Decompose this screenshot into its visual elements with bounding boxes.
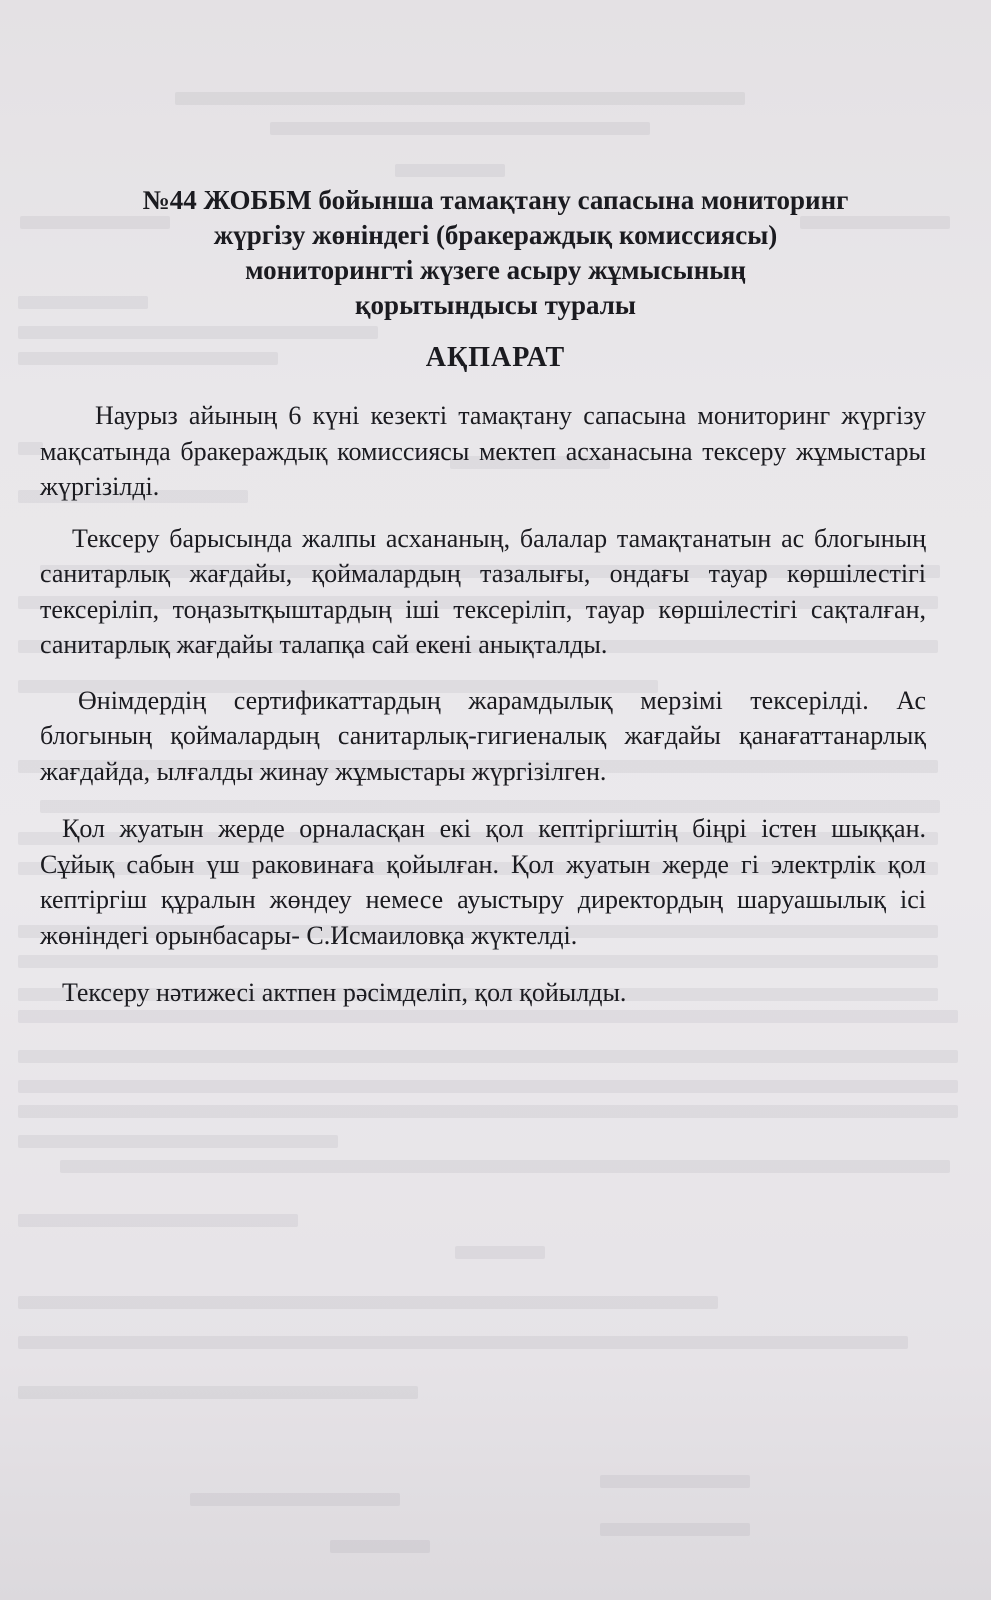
document-body <box>40 398 926 1027</box>
document-heading: АҚПАРАТ <box>425 342 566 373</box>
document-title <box>40 183 951 323</box>
title-line: қорытындысы туралы <box>355 290 636 320</box>
paragraph: Өнімдердің сертификаттардың жарамдылық мерзімі тексерілді. Ас блогының қоймалардың санитарлық-гигиеналық жағдайы қанағаттанарлық жағдайда, ылғалды жинау жұмыстары жүргізілген. <box>40 685 926 786</box>
paragraph: Қол жуатын жерде орналасқан екі қол кептіргіштің біңрі істен шыққан. Сұйық сабын үш раковинаға қойылған. Қол жуатын жерде гі электрлік қол кептіргіш құралын жөндеу немесе ауыстыру директордың шаруашылық ісі жөніндегі орынбасары- С.Исмаиловқа жүктелді. <box>40 814 926 950</box>
paragraph: Тексеру нәтижесі актпен рәсімделіп, қол қойылды. <box>62 978 627 1007</box>
title-line: жүргізу жөніндегі (бракераждық комиссиясы) <box>213 220 778 250</box>
paragraph: Наурыз айының 6 күні кезекті тамақтану сапасына мониторинг жүргізу мақсатында бракераждық комиссиясы мектеп асханасына тексеру жұмыстары жүргізілді. <box>40 401 926 501</box>
title-line: мониторингті жүзеге асыру жұмысының <box>245 255 746 285</box>
paragraph: Тексеру барысында жалпы асхананың, балалар тамақтанатын ас блогының санитарлық жағдайы, қоймалардың тазалығы, ондағы тауар көршілестігі тексеріліп, тоңазытқыштардың іші тексеріліп, тауар көршілестігі сақталған, санитарлық жағдайы талапқа сай екені анықталды. <box>40 523 926 659</box>
title-line: №44 ЖОББМ бойынша тамақтану сапасына мониторинг <box>142 185 849 215</box>
